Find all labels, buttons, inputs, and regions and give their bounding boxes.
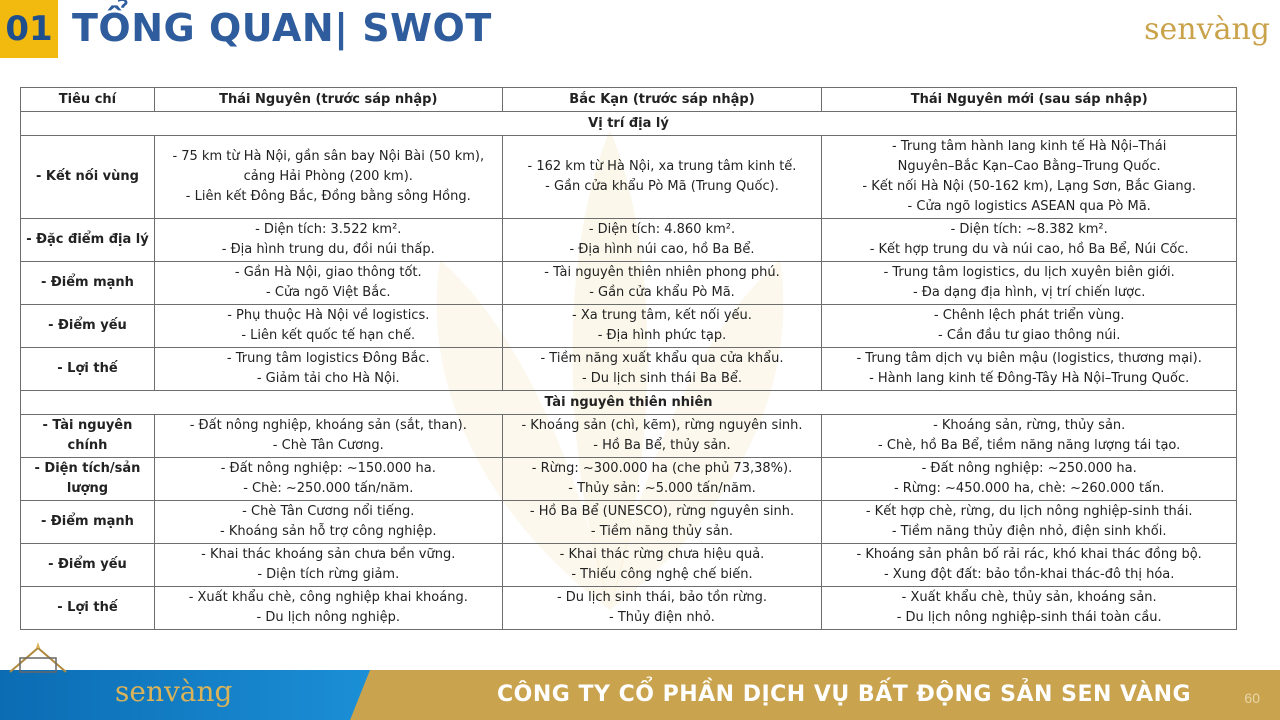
table-row xyxy=(21,458,1237,501)
criteria-cell: - Lợi thế xyxy=(21,587,155,630)
cell-line: - Gần Hà Nội, giao thông tốt. xyxy=(234,265,422,280)
cell-line: - Cần đầu tư giao thông núi. xyxy=(938,328,1121,343)
table-row xyxy=(21,501,1237,544)
cell-new xyxy=(822,219,1237,262)
cell-line: - Trung tâm hành lang kinh tế Hà Nội–Thái xyxy=(892,139,1167,154)
cell-tn xyxy=(154,501,502,544)
cell-line: - Đa dạng địa hình, vị trí chiến lược. xyxy=(912,285,1146,300)
cell-line: - Tài nguyên thiên nhiên phong phú. xyxy=(544,265,780,280)
footer-brand-logo: senvàng xyxy=(115,675,233,708)
table-row xyxy=(21,544,1237,587)
cell-bk xyxy=(502,219,822,262)
cell-line: cảng Hải Phòng (200 km). xyxy=(243,169,413,184)
cell-bk xyxy=(502,458,822,501)
cell-line: - Chè: ~250.000 tấn/năm. xyxy=(243,481,414,496)
cell-line: - Khai thác khoáng sản chưa bền vững. xyxy=(201,547,456,562)
cell-line: - Hồ Ba Bể (UNESCO), rừng nguyên sinh. xyxy=(529,504,795,519)
cell-line: - Rừng: ~300.000 ha (che phủ 73,38%). xyxy=(531,461,793,476)
cell-line: - 75 km từ Hà Nội, gần sân bay Nội Bài (50 km), xyxy=(172,149,485,164)
cell-new xyxy=(822,544,1237,587)
criteria-cell: - Điểm yếu xyxy=(21,544,155,587)
cell-line: - Tiềm năng xuất khẩu qua cửa khẩu. xyxy=(540,351,784,366)
cell-new xyxy=(822,262,1237,305)
cell-line: - Kết hợp chè, rừng, du lịch nông nghiệp-sinh thái. xyxy=(865,504,1193,519)
header-thai-nguyen-new: Thái Nguyên mới (sau sáp nhập) xyxy=(822,88,1237,112)
cell-line: - Du lịch sinh thái, bảo tồn rừng. xyxy=(556,590,768,605)
header-criteria: Tiêu chí xyxy=(21,88,155,112)
cell-new xyxy=(822,136,1237,219)
cell-line: - Liên kết Đông Bắc, Đồng bằng sông Hồng. xyxy=(185,189,471,204)
cell-line: - Địa hình núi cao, hồ Ba Bể. xyxy=(569,242,755,257)
cell-line: - Khoáng sản phân bố rải rác, khó khai thác đồng bộ. xyxy=(856,547,1202,562)
cell-tn xyxy=(154,544,502,587)
header-bac-kan: Bắc Kạn (trước sáp nhập) xyxy=(502,88,822,112)
cell-tn xyxy=(154,348,502,391)
cell-bk xyxy=(502,348,822,391)
cell-line: - Chè, hồ Ba Bể, tiềm năng năng lượng tái tạo. xyxy=(878,438,1181,453)
cell-line: - Du lịch sinh thái Ba Bể. xyxy=(581,371,743,386)
criteria-cell: - Lợi thế xyxy=(21,348,155,391)
cell-line: - Chênh lệch phát triển vùng. xyxy=(933,308,1125,323)
cell-tn xyxy=(154,262,502,305)
brand-logo-text: senvàng xyxy=(1144,11,1270,47)
cell-tn xyxy=(154,305,502,348)
cell-line: - Diện tích rừng giảm. xyxy=(257,567,400,582)
cell-bk xyxy=(502,305,822,348)
footer-bar xyxy=(0,670,1280,720)
cell-line: - Địa hình phức tạp. xyxy=(597,328,727,343)
cell-tn xyxy=(154,136,502,219)
cell-line: - Khoáng sản hỗ trợ công nghiệp. xyxy=(220,524,437,539)
cell-line: - Khoáng sản (chì, kẽm), rừng nguyên sinh. xyxy=(521,418,803,433)
table-row xyxy=(21,587,1237,630)
cell-line: - Chè Tân Cương. xyxy=(272,438,384,453)
cell-line: - Kết nối Hà Nội (50-162 km), Lạng Sơn, Bắc Giang. xyxy=(862,179,1196,194)
cell-line: - Liên kết quốc tế hạn chế. xyxy=(241,328,416,343)
cell-line: - Gần cửa khẩu Pò Mã. xyxy=(589,285,735,300)
company-name: CÔNG TY CỔ PHẦN DỊCH VỤ BẤT ĐỘNG SẢN SEN VÀNG xyxy=(497,682,1192,707)
cell-line: - Xa trung tâm, kết nối yếu. xyxy=(572,308,752,323)
cell-line: - Thiếu công nghệ chế biến. xyxy=(571,567,753,582)
table-row xyxy=(21,348,1237,391)
cell-line: - Diện tích: 3.522 km². xyxy=(255,222,402,237)
cell-tn xyxy=(154,219,502,262)
cell-line: - Tiềm năng thủy sản. xyxy=(590,524,734,539)
header-thai-nguyen: Thái Nguyên (trước sáp nhập) xyxy=(154,88,502,112)
section-row xyxy=(21,112,1237,136)
criteria-cell: - Điểm mạnh xyxy=(21,262,155,305)
cell-line: - Trung tâm logistics Đông Bắc. xyxy=(226,351,430,366)
table-header-row xyxy=(21,88,1237,112)
cell-line: - Hồ Ba Bể, thủy sản. xyxy=(593,438,731,453)
cell-line: - Tiềm năng thủy điện nhỏ, điện sinh khối. xyxy=(891,524,1167,539)
cell-line: - Thủy điện nhỏ. xyxy=(609,610,715,625)
cell-line: - Khai thác rừng chưa hiệu quả. xyxy=(559,547,765,562)
cell-line: - Kết hợp trung du và núi cao, hồ Ba Bể, Núi Cốc. xyxy=(869,242,1189,257)
cell-line: - Thủy sản: ~5.000 tấn/năm. xyxy=(568,481,756,496)
cell-tn xyxy=(154,587,502,630)
table-row xyxy=(21,262,1237,305)
cell-new xyxy=(822,415,1237,458)
cell-line: - Xuất khẩu chè, công nghiệp khai khoáng. xyxy=(188,590,468,605)
table-row xyxy=(21,305,1237,348)
cell-line: - Du lịch nông nghiệp. xyxy=(256,610,401,625)
cell-bk xyxy=(502,415,822,458)
cell-tn xyxy=(154,415,502,458)
cell-line: - Gần cửa khẩu Pò Mã (Trung Quốc). xyxy=(545,179,779,194)
cell-tn xyxy=(154,458,502,501)
page-title: TỔNG QUAN| SWOT xyxy=(72,6,492,50)
page-number: 60 xyxy=(1244,690,1260,706)
cell-new xyxy=(822,348,1237,391)
cell-line: - Trung tâm logistics, du lịch xuyên biên giới. xyxy=(883,265,1175,280)
table-row xyxy=(21,415,1237,458)
cell-line: - Phụ thuộc Hà Nội về logistics. xyxy=(227,308,430,323)
cell-bk xyxy=(502,136,822,219)
section-title-2: Tài nguyên thiên nhiên xyxy=(21,391,1237,415)
table-row xyxy=(21,136,1237,219)
cell-new xyxy=(822,587,1237,630)
cell-line: - 162 km từ Hà Nội, xa trung tâm kinh tế. xyxy=(527,159,797,174)
cell-new xyxy=(822,305,1237,348)
cell-line: - Giảm tải cho Hà Nội. xyxy=(256,371,400,386)
cell-line: - Địa hình trung du, đồi núi thấp. xyxy=(221,242,435,257)
brand-logo-top xyxy=(1144,6,1270,52)
cell-bk xyxy=(502,501,822,544)
section-row xyxy=(21,391,1237,415)
criteria-cell: - Đặc điểm địa lý xyxy=(21,219,155,262)
cell-line: - Đất nông nghiệp: ~150.000 ha. xyxy=(220,461,436,476)
cell-line: - Rừng: ~450.000 ha, chè: ~260.000 tấn. xyxy=(893,481,1165,496)
cell-new xyxy=(822,458,1237,501)
cell-line: - Khoáng sản, rừng, thủy sản. xyxy=(933,418,1126,433)
cell-line: Nguyên–Bắc Kạn–Cao Bằng–Trung Quốc. xyxy=(897,159,1161,174)
cell-line: - Hành lang kinh tế Đông-Tây Hà Nội–Trung Quốc. xyxy=(869,371,1190,386)
cell-line: - Du lịch nông nghiệp-sinh thái toàn cầu. xyxy=(896,610,1162,625)
section-title-1: Vị trí địa lý xyxy=(21,112,1237,136)
cell-line: - Xung đột đất: bảo tồn-khai thác-đô thị hóa. xyxy=(883,567,1175,582)
building-emblem-icon xyxy=(6,640,70,674)
criteria-cell: - Điểm mạnh xyxy=(21,501,155,544)
cell-line: - Diện tích: 4.860 km². xyxy=(588,222,736,237)
criteria-cell: - Tài nguyên chính xyxy=(21,415,155,458)
cell-line: - Diện tích: ~8.382 km². xyxy=(950,222,1108,237)
cell-line: - Cửa ngõ logistics ASEAN qua Pò Mã. xyxy=(907,199,1151,214)
cell-line: - Chè Tân Cương nổi tiếng. xyxy=(242,504,415,519)
criteria-cell: - Kết nối vùng xyxy=(21,136,155,219)
cell-line: - Xuất khẩu chè, thủy sản, khoáng sản. xyxy=(901,590,1157,605)
cell-line: - Đất nông nghiệp: ~250.000 ha. xyxy=(921,461,1137,476)
table-row xyxy=(21,219,1237,262)
section-number: 01 xyxy=(0,0,58,58)
cell-line: - Cửa ngõ Việt Bắc. xyxy=(266,285,391,300)
criteria-cell: - Diện tích/sản lượng xyxy=(21,458,155,501)
cell-line: - Đất nông nghiệp, khoáng sản (sắt, than). xyxy=(189,418,467,433)
cell-line: - Trung tâm dịch vụ biên mậu (logistics, thương mại). xyxy=(856,351,1202,366)
swot-table xyxy=(20,87,1237,630)
cell-new xyxy=(822,501,1237,544)
cell-bk xyxy=(502,262,822,305)
criteria-cell: - Điểm yếu xyxy=(21,305,155,348)
cell-bk xyxy=(502,544,822,587)
cell-bk xyxy=(502,587,822,630)
